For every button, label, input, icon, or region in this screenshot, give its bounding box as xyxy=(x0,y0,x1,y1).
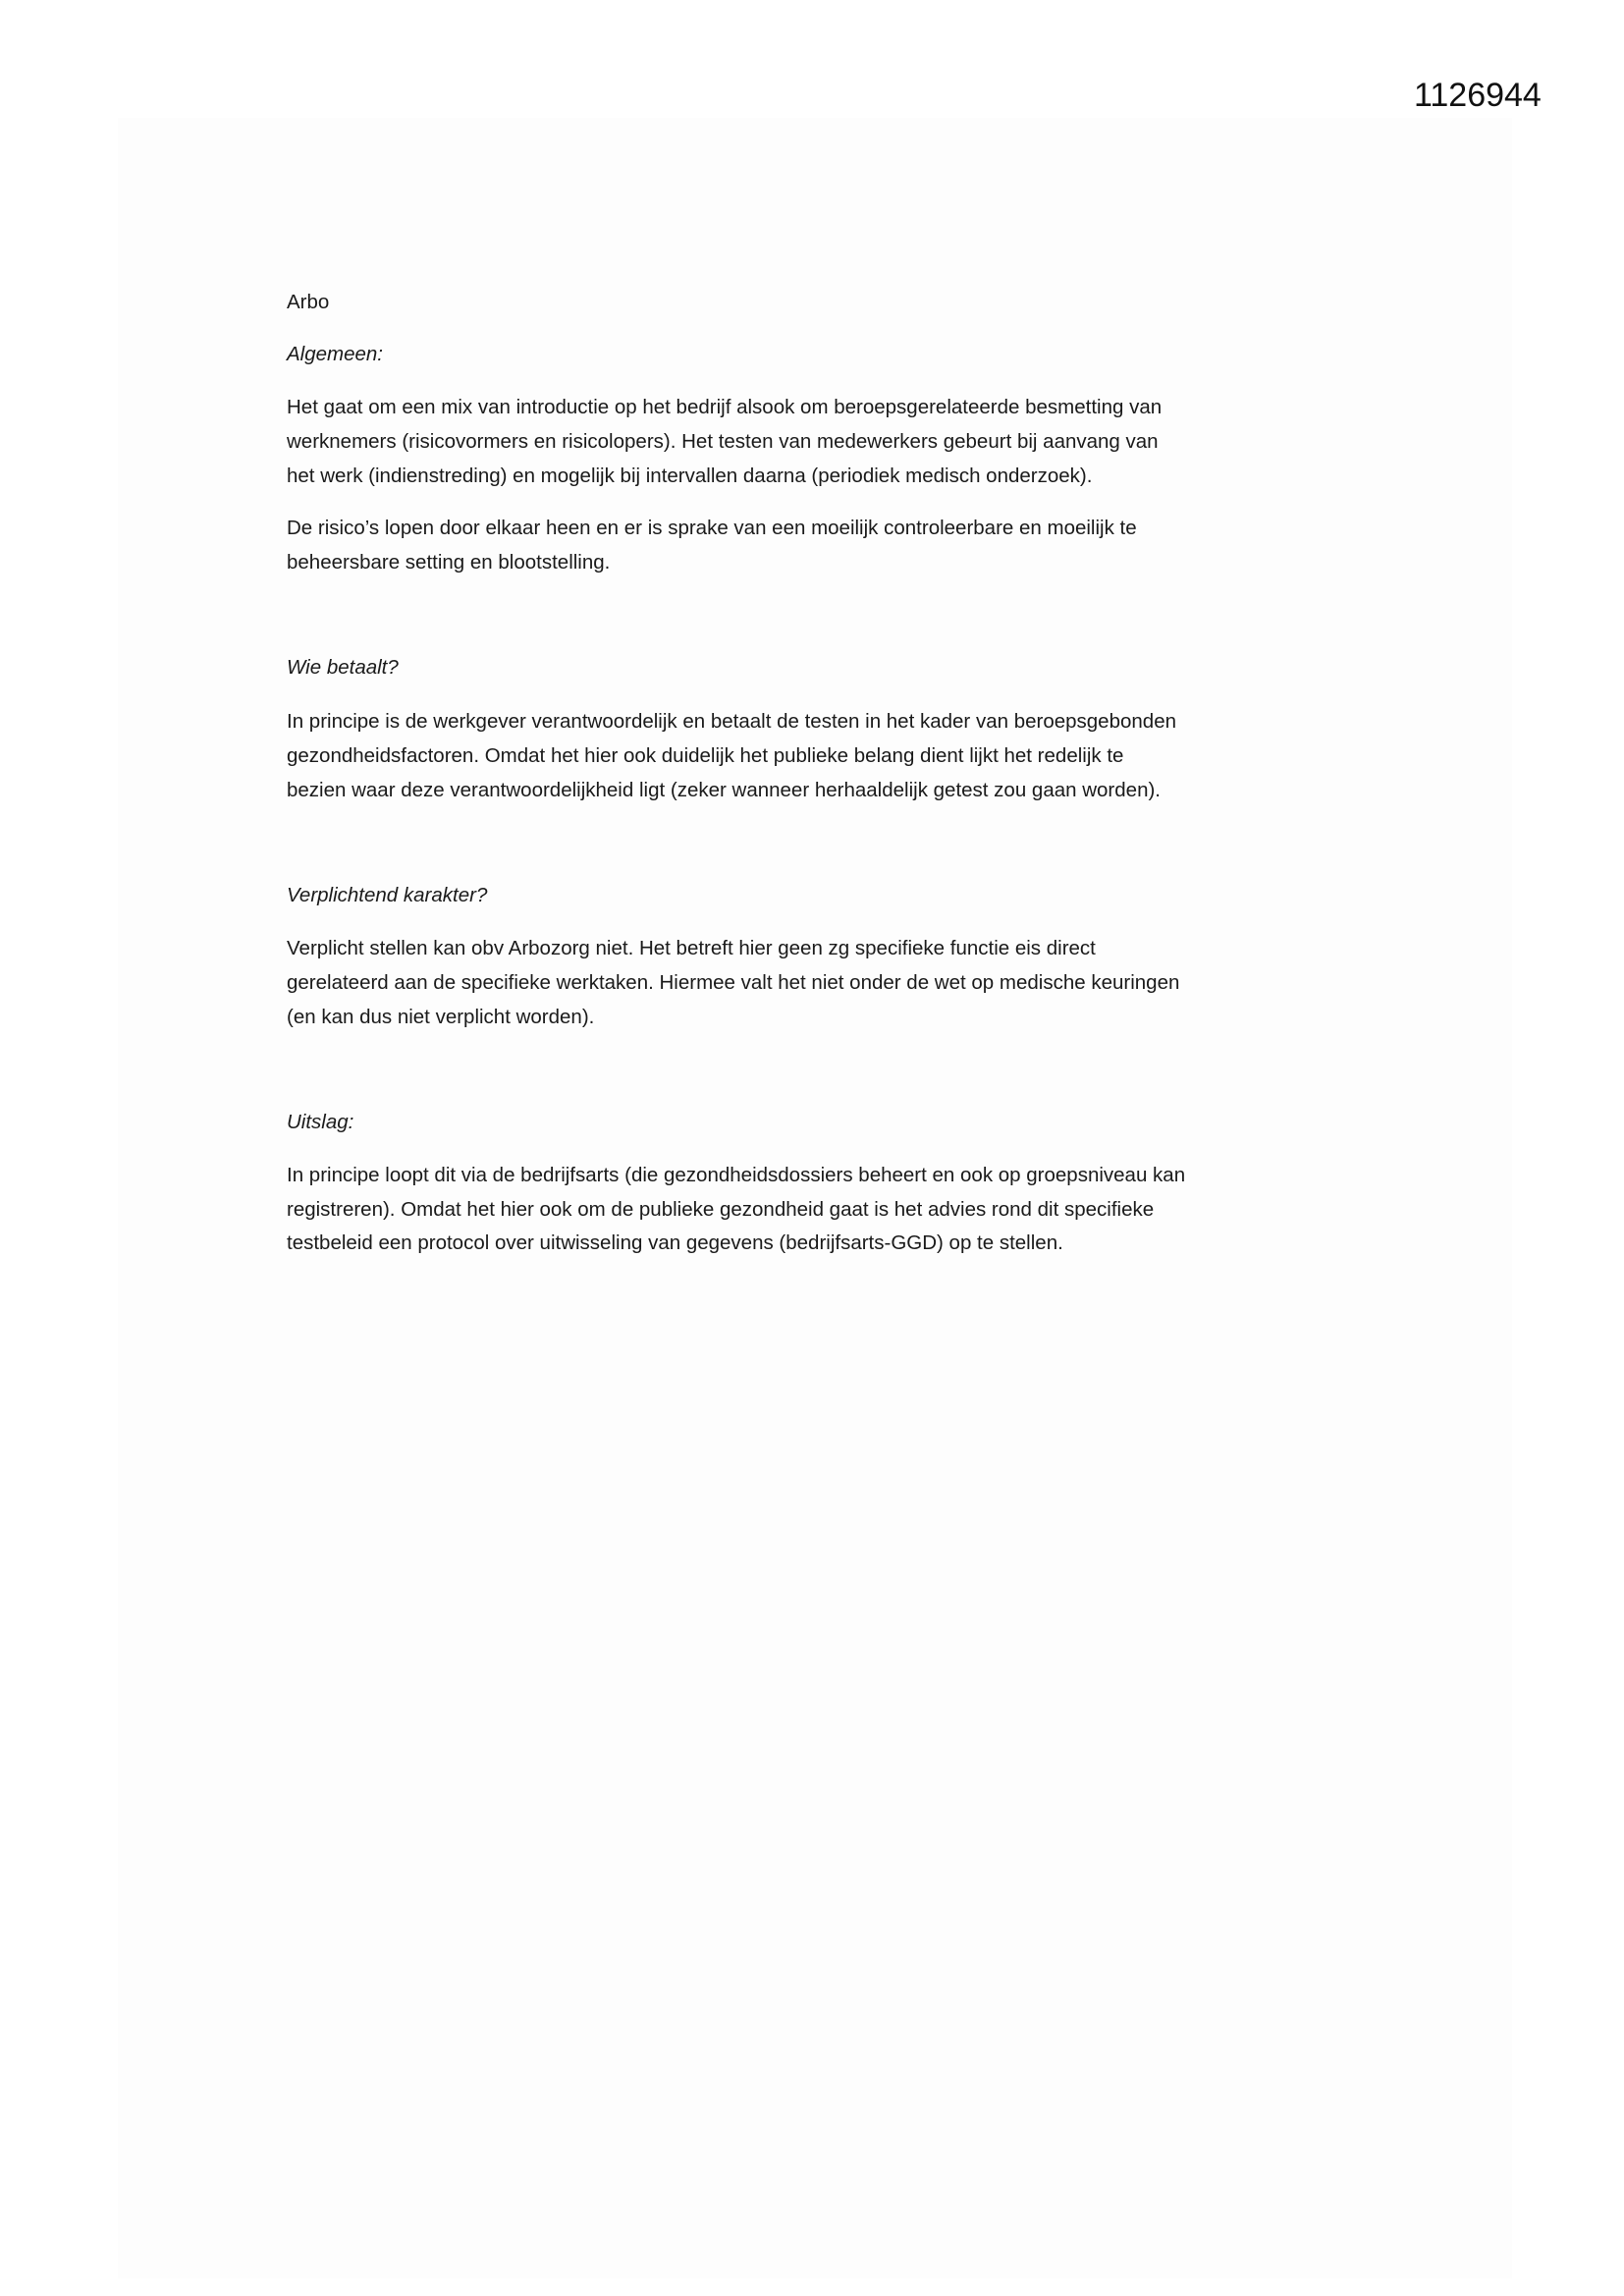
paragraph-line: bezien waar deze verantwoordelijkheid ligt (zeker wanneer herhaaldelijk getest zou gaan worden). xyxy=(287,779,1161,801)
document-title: Arbo xyxy=(287,291,330,313)
paragraph-line: registreren). Omdat het hier ook om de publieke gezondheid gaat is het advies rond dit specifieke xyxy=(287,1198,1155,1221)
paragraph-line: het werk (indienstreding) en mogelijk bij intervallen daarna (periodiek medisch onderzoek). xyxy=(287,465,1093,487)
paragraph-line: Verplicht stellen kan obv Arbozorg niet. Het betreft hier geen zg specifieke functie eis direct xyxy=(287,937,1096,959)
paragraph-line: gerelateerd aan de specifieke werktaken. Hiermee valt het niet onder de wet op medische keuringen xyxy=(287,971,1180,994)
paragraph-line: De risico’s lopen door elkaar heen en er is sprake van een moeilijk controleerbare en moeilijk te xyxy=(287,517,1137,539)
section-heading: Algemeen: xyxy=(287,343,384,365)
paragraph-line: Het gaat om een mix van introductie op het bedrijf alsook om beroepsgerelateerde besmetting van xyxy=(287,396,1163,418)
section-heading: Wie betaalt? xyxy=(287,656,399,679)
paragraph-line: (en kan dus niet verplicht worden). xyxy=(287,1006,595,1028)
paragraph-line: beheersbare setting en blootstelling. xyxy=(287,551,611,574)
paragraph-line: In principe loopt dit via de bedrijfsarts (die gezondheidsdossiers beheert en ook op groepsniveau kan xyxy=(287,1164,1186,1186)
document-number: 1126944 xyxy=(1414,77,1542,114)
paragraph-line: gezondheidsfactoren. Omdat het hier ook duidelijk het publieke belang dient lijkt het redelijk te xyxy=(287,744,1124,767)
paragraph-line: werknemers (risicovormers en risicolopers). Het testen van medewerkers gebeurt bij aanvang van xyxy=(287,430,1159,453)
paragraph-line: In principe is de werkgever verantwoordelijk en betaalt de testen in het kader van beroepsgebonden xyxy=(287,710,1176,733)
section-heading: Verplichtend karakter? xyxy=(287,884,488,906)
section-heading: Uitslag: xyxy=(287,1111,354,1133)
paragraph-line: testbeleid een protocol over uitwisseling van gegevens (bedrijfsarts-GGD) op te stellen. xyxy=(287,1231,1063,1254)
